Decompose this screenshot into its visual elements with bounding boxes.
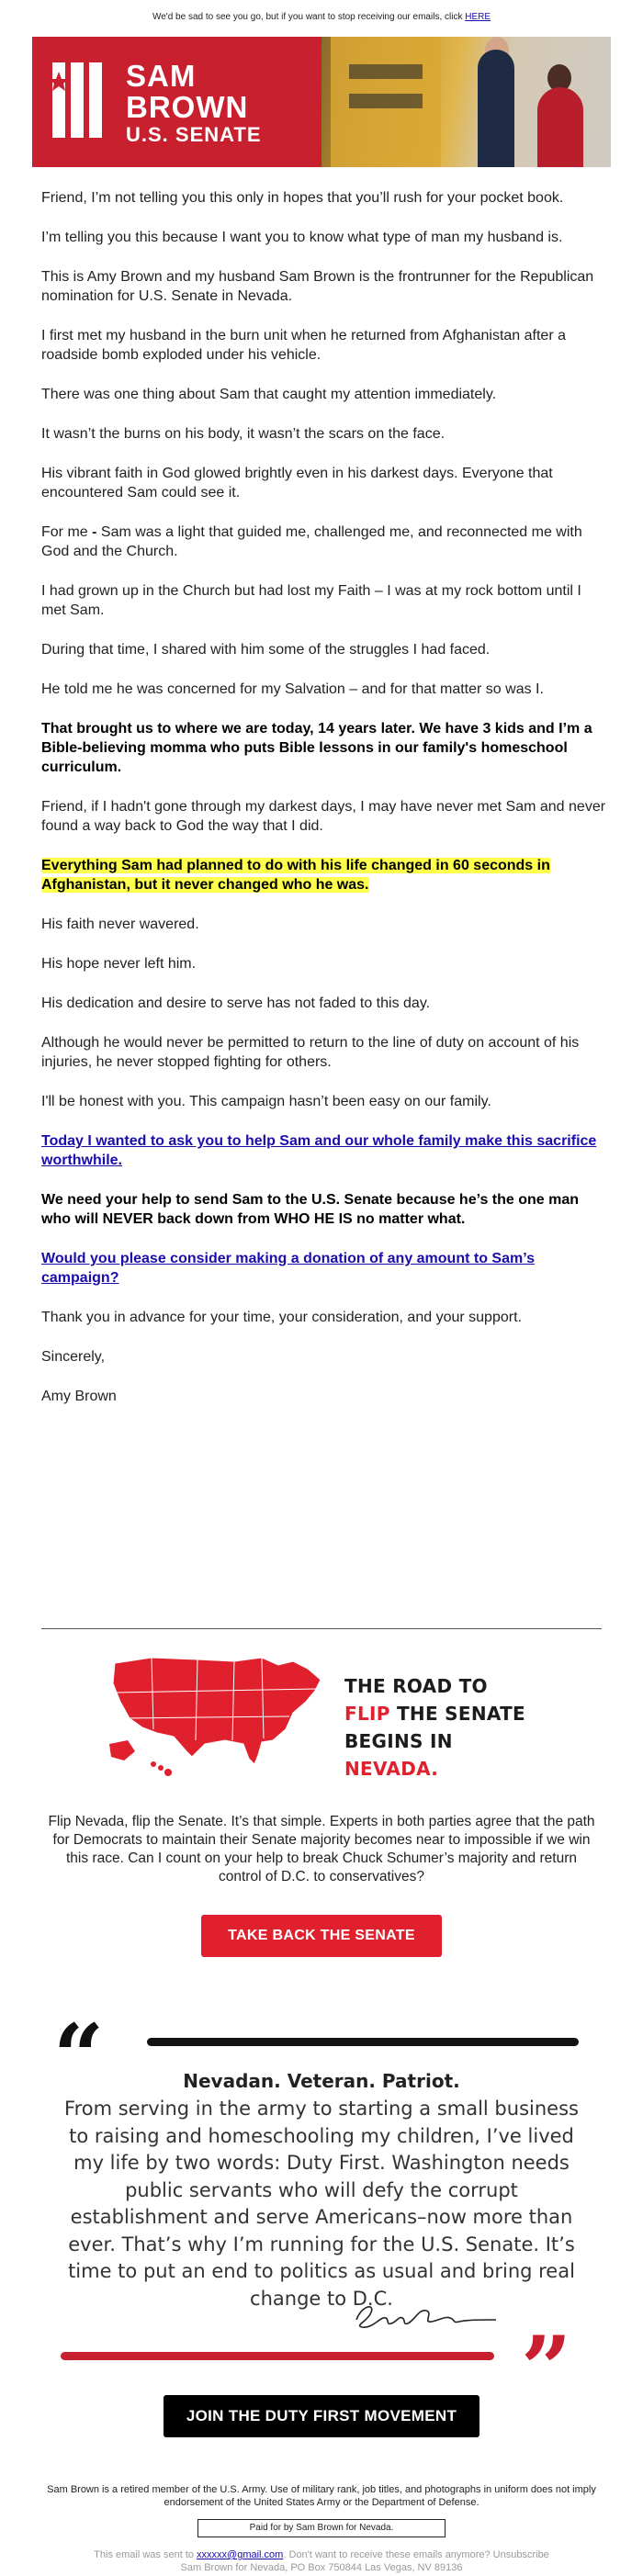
letter-paragraph-highlighted: Everything Sam had planned to do with his life changed in 60 seconds in Afghanistan, but it never changed who he was. bbox=[41, 858, 550, 893]
flip-senate-graphic bbox=[96, 1637, 551, 1794]
header-banner bbox=[32, 37, 611, 167]
quote-body: From serving in the army to starting a small business to raising and homeschooling my children, I’ve lived my life by two words: Duty First. Washington needs public servants who will defy the corrupt establishment and serve Americans–now more than ever. That’s why I’m running for the U.S. Senate. It’s time to put an end to politics as usual and bring real change to D.C. bbox=[64, 2098, 579, 2310]
letter-paragraph: He told me he was concerned for my Salvation – and for that matter so was I. bbox=[41, 681, 544, 697]
take-back-senate-button[interactable]: TAKE BACK THE SENATE bbox=[201, 1915, 442, 1957]
letter-paragraph-bold: We need your help to send Sam to the U.S. Senate because he’s the one man who will NEVER back down from WHO HE IS no matter what. bbox=[41, 1192, 580, 1227]
military-disclaimer: Sam Brown is a retired member of the U.S. Army. Use of military rank, job titles, and photographs in uniform does not imply endorsement of the United States Army or the Department of Defense. bbox=[47, 2484, 596, 2508]
join-movement-button[interactable]: JOIN THE DUTY FIRST MOVEMENT bbox=[164, 2395, 479, 2437]
open-quote-icon: “ bbox=[53, 2005, 105, 2109]
candidate-family-photo bbox=[322, 37, 611, 167]
letter-paragraph: There was one thing about Sam that caught my attention immediately. bbox=[41, 387, 497, 402]
flip-senate-headline: THE ROAD TO FLIP THE SENATE BEGINS IN NEVADA. bbox=[344, 1675, 526, 1780]
close-quote-icon: ” bbox=[521, 2317, 572, 2421]
paid-for-notice: Paid for by Sam Brown for Nevada. bbox=[197, 2519, 446, 2537]
footer-sent-line: This email was sent to xxxxxx@gmail.com. Don't want to receive these emails anymore? Unsubscribe bbox=[94, 2549, 549, 2560]
letter-paragraph: For me - Sam was a light that guided me, challenged me, and reconnected me with God and the Church. bbox=[41, 524, 582, 559]
preheader-text: We'd be sad to see you go, but if you want to stop receiving our emails, click bbox=[152, 12, 466, 22]
us-map-icon bbox=[96, 1637, 335, 1794]
letter-paragraph: His hope never left him. bbox=[41, 956, 197, 972]
donate-link-help-family[interactable]: Today I wanted to ask you to help Sam and our whole family make this sacrifice worthwhile. bbox=[41, 1133, 597, 1168]
letter-paragraph: During that time, I shared with him some of the struggles I had faced. bbox=[41, 642, 491, 658]
quote-top-rule bbox=[147, 2038, 579, 2046]
logo-office: U.S. SENATE bbox=[126, 123, 262, 146]
quote-bottom-rule bbox=[61, 2352, 494, 2360]
quote-title: Nevadan. Veteran. Patriot. bbox=[183, 2070, 460, 2092]
donate-link-any-amount[interactable]: Would you please consider making a donation of any amount to Sam’s campaign? bbox=[41, 1251, 535, 1286]
letter-paragraph-bold: That brought us to where we are today, 14 years later. We have 3 kids and I’m a Bible-believing momma who puts Bible lessons in our family's homeschool curriculum. bbox=[41, 721, 592, 775]
preheader bbox=[0, 0, 643, 29]
logo-name-first: SAM bbox=[126, 59, 197, 93]
letter-paragraph: Friend, if I hadn't gone through my darkest days, I may have never met Sam and never found a way back to God the way that I did. bbox=[41, 799, 606, 834]
letter-paragraph: His faith never wavered. bbox=[41, 917, 199, 932]
letter-signoff: Sincerely, bbox=[41, 1349, 106, 1365]
campaign-logo bbox=[126, 61, 262, 147]
letter-paragraph: His vibrant faith in God glowed brightly even in his darkest days. Everyone that encountered Sam could see it. bbox=[41, 466, 553, 501]
letter-paragraph: I'll be honest with you. This campaign hasn’t been easy on our family. bbox=[41, 1094, 491, 1109]
letter-paragraph: It wasn’t the burns on his body, it wasn’t the scars on the face. bbox=[41, 426, 446, 442]
letter-paragraph: I’m telling you this because I want you to know what type of man my husband is. bbox=[41, 230, 563, 245]
unsubscribe-link[interactable]: HERE bbox=[465, 12, 491, 22]
letter-paragraph: Although he would never be permitted to return to the line of duty on account of his injuries, he never stopped fighting for others. bbox=[41, 1035, 580, 1070]
letter-paragraph: I first met my husband in the burn unit when he returned from Afghanistan after a roadside bomb exploded under his vehicle. bbox=[41, 328, 566, 363]
letter-paragraph: Friend, I’m not telling you this only in hopes that you’ll rush for your pocket book. bbox=[41, 190, 564, 206]
logo-name-last: BROWN bbox=[126, 90, 249, 124]
signature-icon bbox=[349, 2292, 505, 2338]
letter-paragraph: This is Amy Brown and my husband Sam Brown is the frontrunner for the Republican nomination for U.S. Senate in Nevada. bbox=[41, 269, 594, 304]
email-footer bbox=[55, 2548, 588, 2574]
flip-nevada-pitch: Flip Nevada, flip the Senate. It’s that simple. Experts in both parties agree that the path for Democrats to maintain their Senate majority becomes near to impossible if we win this race. Can I count on your help to break Chuck Schumer’s majority and return control of D.C. to conservatives? bbox=[48, 1814, 595, 1884]
letter-body bbox=[41, 188, 606, 1426]
letter-paragraph: Thank you in advance for your time, your consideration, and your support. bbox=[41, 1310, 522, 1325]
letter-paragraph: I had grown up in the Church but had lost my Faith – I was at my rock bottom until I met Sam. bbox=[41, 583, 581, 618]
logo-icon bbox=[51, 61, 118, 140]
footer-address: Sam Brown for Nevada, PO Box 750844 Las Vegas, NV 89136 bbox=[180, 2562, 463, 2573]
letter-signature-name: Amy Brown bbox=[41, 1389, 117, 1404]
section-divider bbox=[41, 1628, 602, 1629]
letter-paragraph: His dedication and desire to serve has not faded to this day. bbox=[41, 996, 431, 1011]
recipient-email-link[interactable]: xxxxxx@gmail.com bbox=[197, 2549, 284, 2560]
